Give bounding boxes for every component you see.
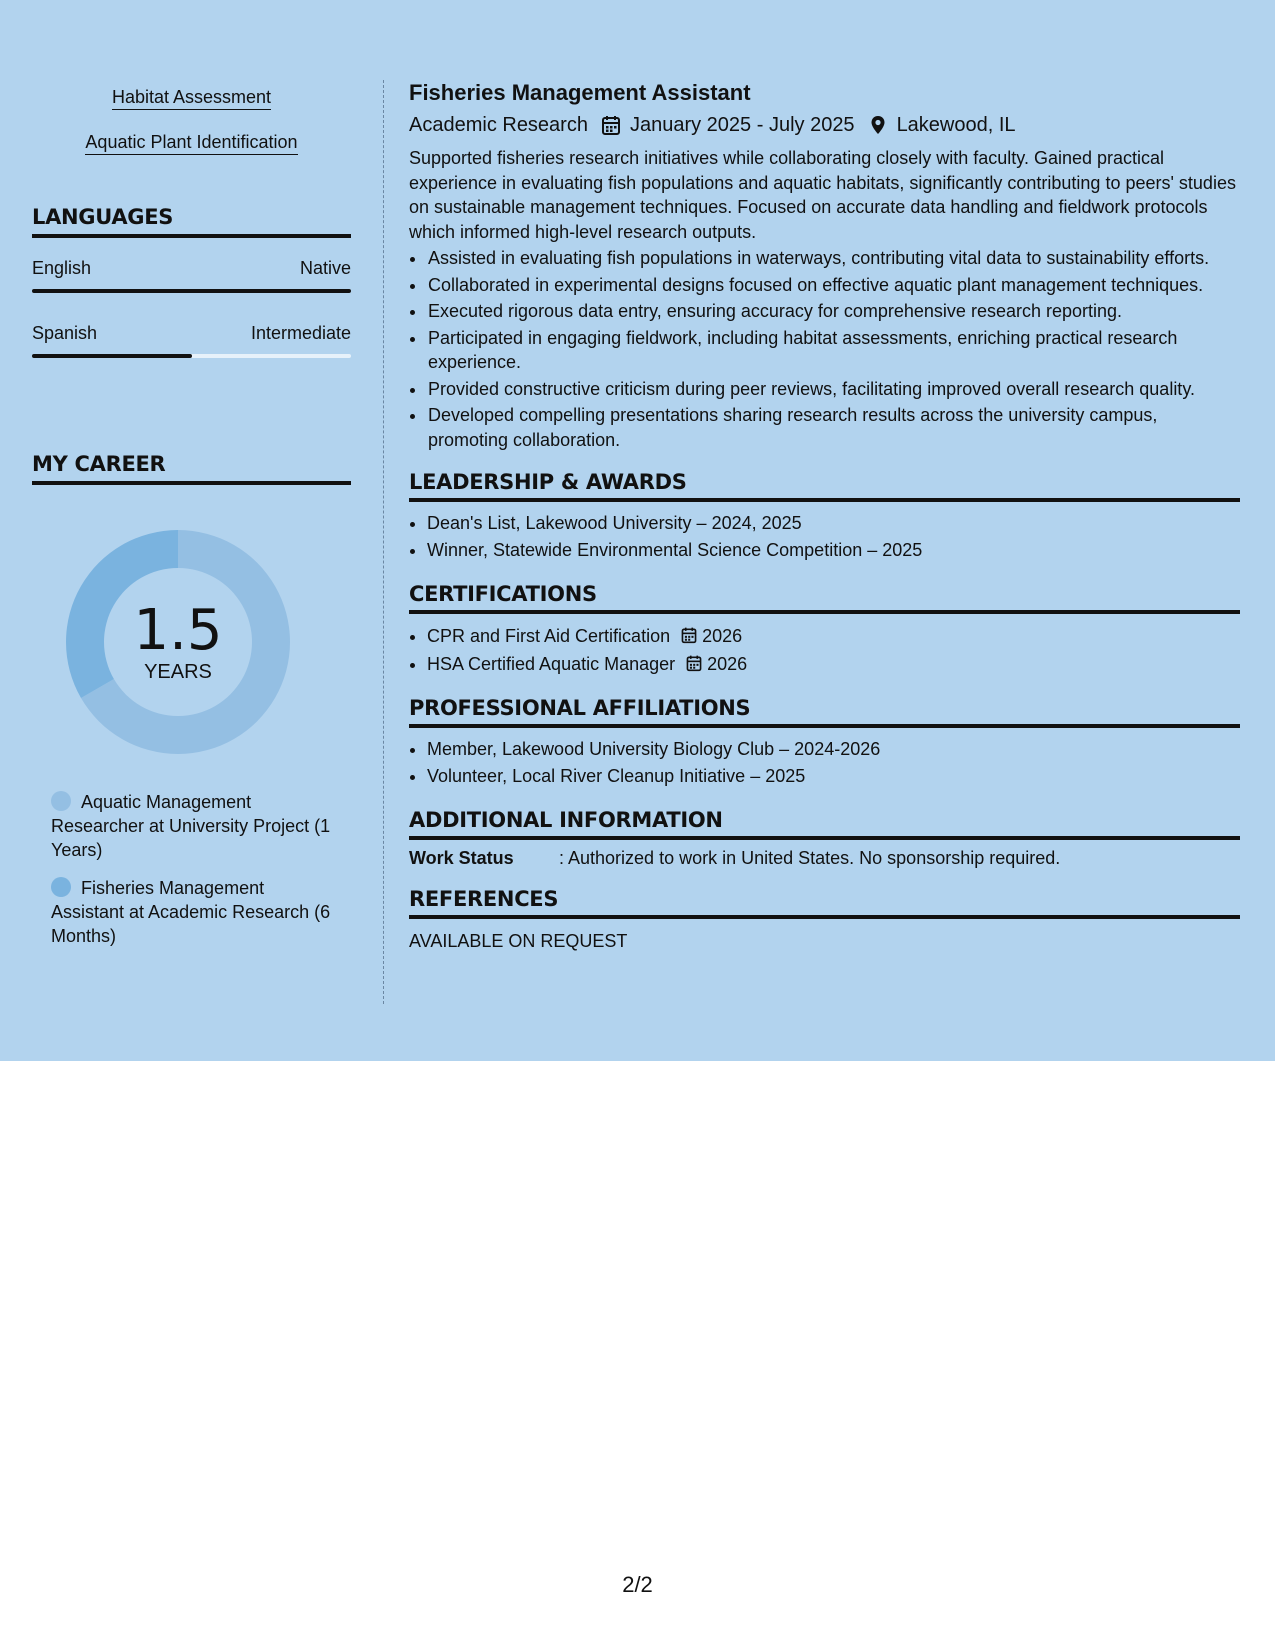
affiliations-list bbox=[409, 736, 1240, 790]
work-status-value: : Authorized to work in United States. No sponsorship required. bbox=[559, 848, 1061, 868]
references-text: AVAILABLE ON REQUEST bbox=[409, 931, 628, 951]
affiliations-heading: PROFESSIONAL AFFILIATIONS bbox=[409, 696, 1240, 728]
affiliation-item: • Member, Lakewood University Biology Club – 2024-2026 bbox=[427, 736, 1240, 763]
certification-name: CPR and First Aid Certification bbox=[427, 626, 671, 646]
language-name: English bbox=[32, 258, 92, 278]
career-legend-item bbox=[51, 876, 341, 948]
job-bullet: • Participated in engaging fieldwork, including habitat assessments, enriching practical research experience. bbox=[427, 326, 1240, 375]
languages-heading: LANGUAGES bbox=[32, 205, 351, 238]
job-title: Fisheries Management Assistant bbox=[409, 80, 751, 105]
left-column bbox=[32, 80, 351, 946]
job-meta bbox=[409, 110, 1240, 140]
job-bullet: • Provided constructive criticism during peer reviews, facilitating improved overall research quality. bbox=[427, 377, 1240, 402]
job-bullet: • Assisted in evaluating fish populations in waterways, contributing vital data to sustainability efforts. bbox=[427, 246, 1240, 271]
job-location: Lakewood, IL bbox=[896, 114, 1016, 136]
career-heading: MY CAREER bbox=[32, 452, 351, 485]
job-company: Academic Research bbox=[409, 114, 588, 136]
language-proficiency-fill bbox=[32, 289, 351, 293]
job-dates: January 2025 - July 2025 bbox=[629, 114, 855, 136]
language-proficiency-bar bbox=[32, 289, 351, 293]
legend-label: Aquatic Management Researcher at University Project (1 Years) bbox=[51, 792, 331, 860]
certification-year: 2026 bbox=[702, 626, 743, 646]
language-proficiency-bar bbox=[32, 354, 351, 358]
job-bullet: • Collaborated in experimental designs focused on effective aquatic plant management techniques. bbox=[427, 273, 1240, 298]
career-total bbox=[66, 530, 290, 754]
awards-list bbox=[409, 510, 1240, 564]
legend-label: Fisheries Management Assistant at Academic Research (6 Months) bbox=[51, 878, 331, 946]
job-bullet: • Developed compelling presentations sharing research results across the university campus, promoting collaboration. bbox=[427, 403, 1240, 452]
award-item: • Dean's List, Lakewood University – 2024, 2025 bbox=[427, 510, 1240, 537]
language-level: Intermediate bbox=[250, 323, 351, 343]
award-item: • Winner, Statewide Environmental Science Competition – 2025 bbox=[427, 537, 1240, 564]
skill-item bbox=[32, 124, 351, 161]
skill-label: Habitat Assessment bbox=[112, 87, 271, 110]
right-column bbox=[409, 78, 1240, 952]
work-status-key: Work Status bbox=[409, 848, 514, 868]
job-summary: Supported fisheries research initiatives while collaborating closely with faculty. Gained practical experience in evaluating fish populations and aquatic habitats, significantly contributing to peers' studies on sustainable management techniques. Focused on accurate data handling and fieldwork protocols which informed high-level research outputs. bbox=[409, 148, 1236, 242]
additional-info-heading: ADDITIONAL INFORMATION bbox=[409, 808, 1240, 840]
calendar-icon bbox=[600, 114, 622, 136]
legend-dot bbox=[51, 877, 71, 897]
calendar-icon bbox=[685, 652, 703, 670]
career-total-unit: YEARS bbox=[144, 660, 212, 683]
language-level: Native bbox=[299, 258, 351, 278]
certification-year: 2026 bbox=[707, 654, 748, 674]
language-item bbox=[32, 323, 351, 358]
certification-item bbox=[427, 650, 1240, 678]
location-pin-icon bbox=[867, 114, 889, 136]
calendar-icon bbox=[680, 624, 698, 642]
page-number: 2/2 bbox=[622, 1572, 653, 1597]
certifications-list bbox=[409, 622, 1240, 678]
language-proficiency-fill bbox=[32, 354, 192, 358]
job-bullet: • Executed rigorous data entry, ensuring accuracy for comprehensive research reporting. bbox=[427, 299, 1240, 324]
career-donut-chart bbox=[66, 530, 290, 754]
legend-dot bbox=[51, 791, 71, 811]
awards-heading: LEADERSHIP & AWARDS bbox=[409, 470, 1240, 502]
references-heading: REFERENCES bbox=[409, 887, 1240, 919]
certification-item bbox=[427, 622, 1240, 650]
certifications-heading: CERTIFICATIONS bbox=[409, 582, 1240, 614]
language-item bbox=[32, 258, 351, 293]
certification-name: HSA Certified Aquatic Manager bbox=[427, 654, 676, 674]
job-bullets bbox=[409, 246, 1240, 452]
affiliation-item: • Volunteer, Local River Cleanup Initiative – 2025 bbox=[427, 763, 1240, 790]
work-status-row bbox=[409, 848, 1240, 869]
language-name: Spanish bbox=[32, 323, 98, 343]
career-legend-item bbox=[51, 790, 341, 862]
career-total-value: 1.5 bbox=[133, 597, 223, 663]
skill-label: Aquatic Plant Identification bbox=[85, 132, 297, 155]
skill-item bbox=[32, 79, 351, 116]
column-divider bbox=[383, 80, 384, 1004]
